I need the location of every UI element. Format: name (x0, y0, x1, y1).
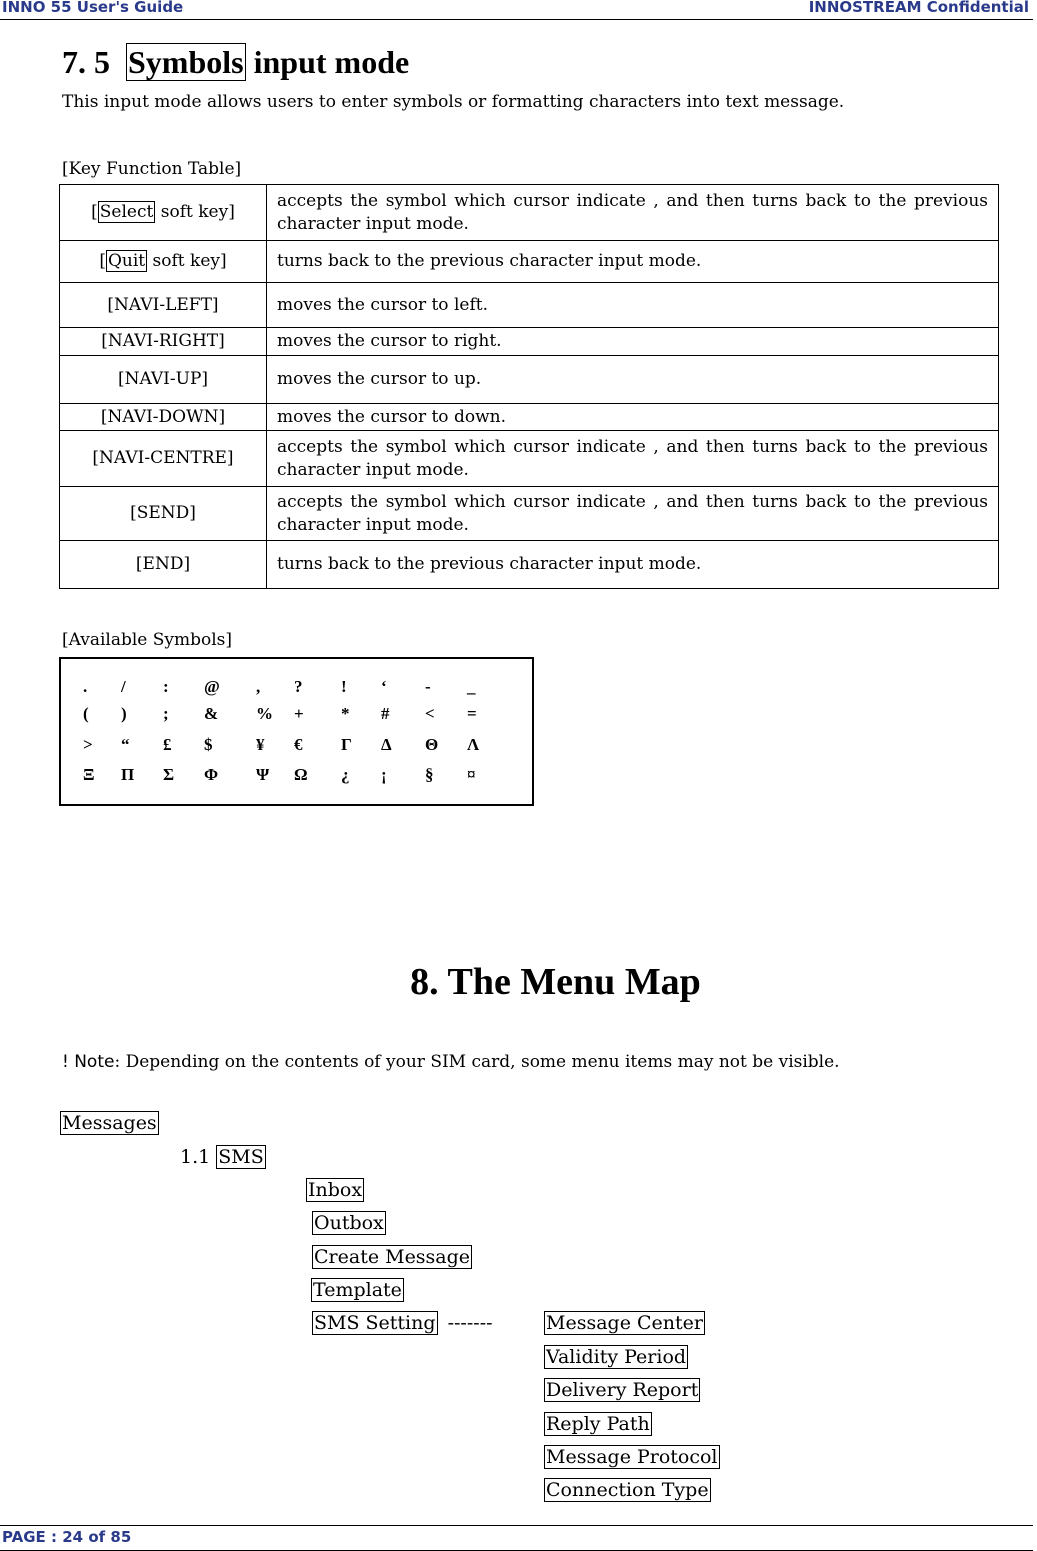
menu-item-message-center: Message Center (546, 1312, 703, 1334)
table-row (60, 283, 999, 328)
desc-cell: moves the cursor to right. (267, 328, 999, 356)
section-number: 7. 5 (62, 44, 110, 80)
symbol-glyph: € (294, 735, 303, 754)
key-cell: [NAVI-DOWN] (60, 404, 267, 431)
symbol-glyph: Π (121, 765, 135, 784)
symbol-glyph: # (381, 704, 390, 723)
symbol-glyph: ! (341, 677, 347, 696)
desc-cell: turns back to the previous character input mode. (267, 241, 999, 283)
desc-cell: moves the cursor to up. (267, 356, 999, 404)
note-line (62, 1052, 840, 1072)
symbol-glyph: ) (121, 704, 127, 723)
symbol-glyph: ¿ (341, 765, 350, 784)
menu-item-connection-type: Connection Type (546, 1479, 709, 1501)
symbol-glyph: , (256, 677, 261, 696)
key-cell: [ Quit soft key] (60, 241, 267, 283)
symbol-glyph: Σ (163, 765, 175, 784)
desc-cell: turns back to the previous character input mode. (267, 541, 999, 589)
menu-item-sms-setting: SMS Setting ------- (314, 1312, 493, 1334)
symbol-glyph: £ (163, 735, 172, 754)
quit-softkey-label: Quit (107, 251, 146, 271)
menu-item-validity-period: Validity Period (546, 1346, 687, 1368)
table-row (60, 241, 999, 283)
symbols-heading: [Available Symbols] (62, 630, 233, 650)
key-cell: [ Select soft key] (60, 185, 267, 241)
symbol-glyph: Λ (467, 735, 480, 754)
section-title-rest: input mode (253, 44, 410, 80)
select-softkey-label: Select (99, 202, 154, 222)
symbol-glyph: ? (294, 677, 303, 696)
header-confidential: INNOSTREAM Confidential (808, 0, 1029, 16)
symbol-glyph: > (83, 735, 93, 754)
symbol-glyph: Δ (381, 735, 392, 754)
page-footer (0, 1525, 1033, 1551)
key-cell: [END] (60, 541, 267, 589)
symbol-glyph: Ξ (83, 765, 95, 784)
key-cell: [NAVI-UP] (60, 356, 267, 404)
menu-item-outbox: Outbox (314, 1212, 384, 1234)
note-text: : Depending on the contents of your SIM card, some menu items may not be visible. (114, 1052, 840, 1072)
desc-cell: moves the cursor to down. (267, 404, 999, 431)
symbol-glyph: ‘ (381, 677, 387, 696)
desc-cell: accepts the symbol which cursor indicate , and then turns back to the previous character input mode. (267, 431, 999, 487)
key-cell: [SEND] (60, 487, 267, 541)
menu-root-messages: Messages (62, 1112, 157, 1134)
menu-item-reply-path: Reply Path (546, 1413, 650, 1435)
desc-cell: accepts the symbol which cursor indicate , and then turns back to the previous character input mode. (267, 487, 999, 541)
symbol-glyph: = (467, 704, 477, 723)
key-cell: [NAVI-CENTRE] (60, 431, 267, 487)
key-function-table (59, 184, 999, 589)
symbol-glyph: “ (121, 735, 130, 754)
table-row (60, 487, 999, 541)
symbol-glyph: < (425, 704, 435, 723)
symbol-glyph: § (425, 765, 434, 784)
table-row (60, 356, 999, 404)
symbol-glyph: ¡ (381, 765, 387, 784)
key-table-heading: [Key Function Table] (62, 159, 242, 179)
symbol-glyph: Ω (294, 765, 308, 784)
table-row (60, 404, 999, 431)
symbol-glyph: / (121, 677, 126, 696)
menu-map-title: 8. The Menu Map (410, 961, 701, 1003)
table-row (60, 328, 999, 356)
symbol-glyph: @ (204, 677, 220, 696)
symbol-glyph: & (204, 704, 219, 723)
symbol-glyph: + (294, 704, 304, 723)
menu-connector: ------- (447, 1312, 493, 1334)
symbols-box (59, 657, 534, 806)
symbol-glyph: ; (163, 704, 169, 723)
desc-cell: accepts the symbol which cursor indicate , and then turns back to the previous character input mode. (267, 185, 999, 241)
symbol-glyph: - (425, 677, 431, 696)
section-intro: This input mode allows users to enter symbols or formatting characters into text message. (62, 92, 845, 112)
key-cell: [NAVI-LEFT] (60, 283, 267, 328)
page-number: PAGE : 24 of 85 (2, 1528, 132, 1546)
table-row (60, 185, 999, 241)
key-cell: [NAVI-RIGHT] (60, 328, 267, 356)
symbol-glyph: ( (83, 704, 89, 723)
menu-item-message-protocol: Message Protocol (546, 1446, 718, 1468)
symbol-glyph: : (163, 677, 169, 696)
symbol-glyph: Γ (341, 735, 352, 754)
section-7-5-title (62, 44, 409, 81)
menu-item-delivery-report: Delivery Report (546, 1379, 699, 1401)
menu-item-template: Template (313, 1279, 402, 1301)
desc-cell: moves the cursor to left. (267, 283, 999, 328)
symbol-glyph: * (341, 704, 350, 723)
symbol-glyph: Θ (425, 735, 439, 754)
symbol-glyph: ¤ (467, 765, 476, 784)
note-prefix: ! Note (62, 1052, 115, 1072)
menu-item-sms: 1.1 SMS (180, 1146, 264, 1168)
menu-item-create-message: Create Message (314, 1246, 471, 1268)
header-doc-title: INNO 55 User's Guide (2, 0, 184, 16)
table-row (60, 541, 999, 589)
page-header (0, 0, 1033, 20)
symbol-glyph: $ (204, 735, 213, 754)
section-title-boxed-word: Symbols (128, 44, 244, 80)
symbol-glyph: _ (467, 677, 476, 696)
symbol-glyph: . (83, 677, 88, 696)
symbol-glyph: Ψ (256, 765, 270, 784)
symbol-glyph: Φ (204, 765, 219, 784)
symbol-glyph: ¥ (256, 735, 265, 754)
table-row (60, 431, 999, 487)
menu-item-inbox: Inbox (308, 1179, 363, 1201)
symbol-glyph: % (256, 704, 273, 723)
